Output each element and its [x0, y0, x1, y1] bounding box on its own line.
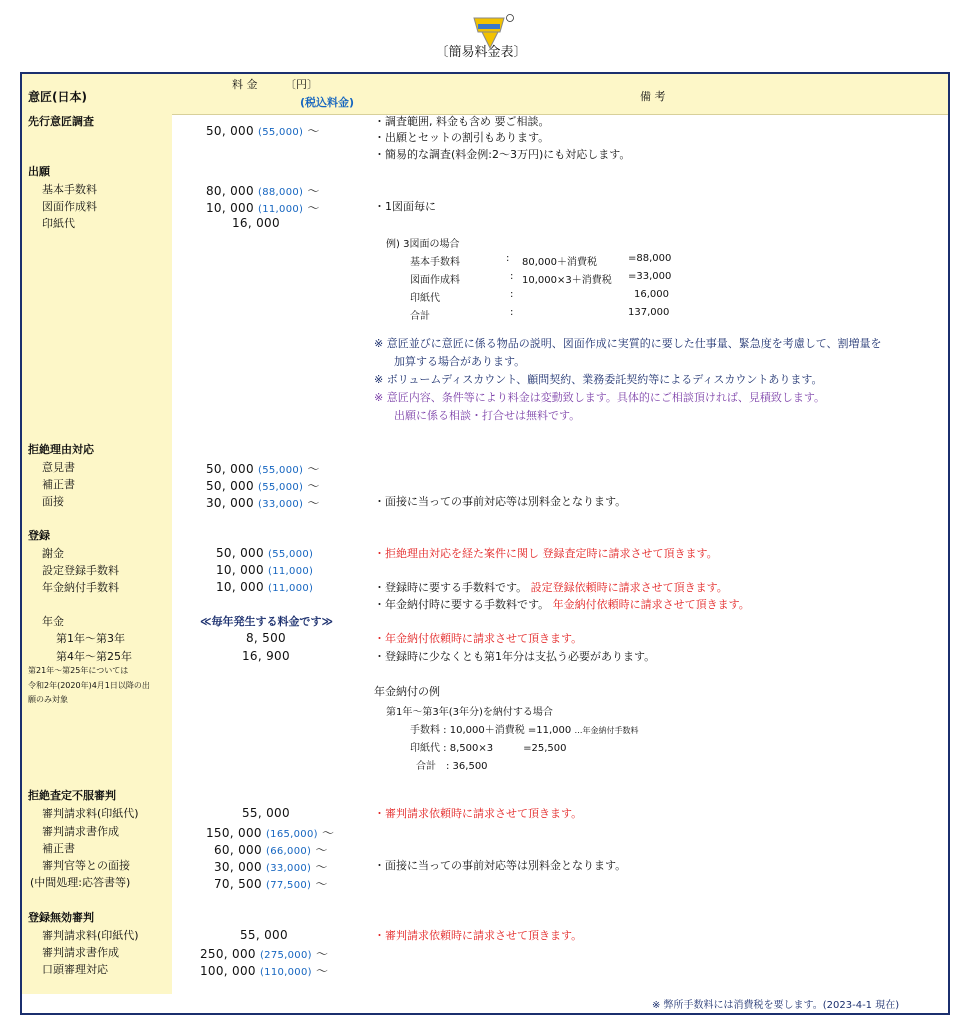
example-subheading: 第1年〜第3年(3年分)を納付する場合 [386, 707, 553, 718]
example-row: 印紙代 : 8,500×3 =25,500 [410, 743, 567, 754]
section-title: 出願 [28, 165, 50, 178]
example-row: 合計 : 36,500 [416, 761, 488, 772]
remark-alert: ・拒絶理由対応を経た案件に関し 登録査定時に請求させて頂きます。 [374, 547, 718, 560]
example-colon: : [510, 271, 514, 282]
example-value: 16,000 [634, 289, 669, 300]
remark-line: ・年金納付時に要する手数料です。 年金納付依頼時に請求させて頂きます。 [374, 598, 750, 611]
remark-line: ・面接に当っての事前対応等は別料金となります。 [374, 859, 627, 872]
item-label: 印紙代 [42, 217, 75, 230]
item-label: 年金 [42, 615, 64, 628]
section-title: 拒絶理由対応 [28, 443, 94, 456]
remark-discount: ※ ボリュームディスカウント、顧問契約、業務委託契約等によるディスカウントあります。 [374, 373, 823, 386]
example-label: 合計 [410, 311, 430, 322]
price: 10, 000 (11,000) [216, 580, 314, 594]
example-row: 手数料 : 10,000＋消費税 =11,000 …年金納付手数料 [410, 725, 639, 736]
remark-surcharge-cont: 加算する場合があります。 [394, 355, 526, 368]
item-label: 審判請求書作成 [42, 825, 119, 838]
price: 70, 500 (77,500) 〜 [214, 877, 328, 891]
example-colon: : [506, 253, 510, 264]
price: 50, 000 (55,000) 〜 [206, 479, 320, 493]
price: 50, 000 (55,000) [216, 546, 314, 560]
price: 100, 000 (110,000) 〜 [200, 964, 329, 978]
example-formula: 10,000×3＋消費税 [522, 275, 612, 286]
remark-line: ・登録時に要する手数料です。 設定登録依頼時に請求させて頂きます。 [374, 581, 728, 594]
remark-variable: ※ 意匠内容、条件等により料金は変動致します。具体的にご相談頂ければ、見積致します。 [374, 391, 825, 404]
item-label: 意見書 [42, 461, 75, 474]
footer-note: ※ 弊所手数料には消費税を要します。(2023-4-1 現在) [652, 1000, 900, 1011]
remark-line: ・1図面毎に [374, 200, 436, 213]
price: 80, 000 (88,000) 〜 [206, 184, 320, 198]
item-label: (中間処理:応答書等) [30, 876, 131, 889]
remark-surcharge: ※ 意匠並びに意匠に係る物品の説明、図面作成に実質的に要した仕事量、緊急度を考慮して、割増量を [374, 337, 882, 350]
section-title: 先行意匠調査 [28, 115, 94, 128]
fine-print: 第21年〜第25年については [28, 666, 129, 675]
price: 55, 000 [240, 928, 288, 942]
price: 50, 000 (55,000) 〜 [206, 462, 320, 476]
page-title: 〔簡易料金表〕 [435, 45, 527, 60]
item-label: 謝金 [42, 547, 64, 560]
header-tax-included: (税込料金) [300, 96, 355, 109]
section-title: 拒絶査定不服審判 [28, 789, 116, 802]
item-label: 面接 [42, 495, 64, 508]
example-value: 137,000 [628, 307, 670, 318]
item-label: 設定登録手数料 [42, 564, 119, 577]
remark-alert: ・年金納付依頼時に請求させて頂きます。 [374, 632, 583, 645]
remark-line: ・調査範囲, 料金も含め 要ご相談。 [374, 115, 550, 128]
table-header [22, 74, 948, 115]
item-label: 第1年〜第3年 [56, 632, 125, 645]
price: 30, 000 (33,000) 〜 [206, 496, 320, 510]
remark-line: ・登録時に少なくとも第1年分は支払う必要があります。 [374, 650, 656, 663]
item-label: 基本手数料 [42, 183, 97, 196]
price: 250, 000 (275,000) 〜 [200, 947, 329, 961]
remark-line: ・出願とセットの割引もあります。 [374, 131, 550, 144]
section-title: 登録無効審判 [28, 911, 94, 924]
item-label: 年金納付手数料 [42, 581, 119, 594]
remark-line: ・簡易的な調査(料金例:2〜3万円)にも対応します。 [374, 148, 631, 161]
header-category: 意匠(日本) [28, 90, 87, 104]
example-colon: : [510, 289, 514, 300]
header-remarks: 備 考 [640, 90, 666, 103]
price: 16, 000 [232, 216, 280, 230]
example-heading: 年金納付の例 [374, 685, 440, 698]
price: 10, 000 (11,000) 〜 [206, 201, 320, 215]
price: 55, 000 [242, 806, 290, 820]
price: 8, 500 [246, 631, 286, 645]
section-title: 登録 [28, 529, 50, 542]
example-value: =88,000 [628, 253, 672, 264]
price: 10, 000 (11,000) [216, 563, 314, 577]
price: 60, 000 (66,000) 〜 [214, 843, 328, 857]
price: 30, 000 (33,000) 〜 [214, 860, 328, 874]
item-label: 口頭審理対応 [42, 963, 108, 976]
remark-alert: ・審判請求依頼時に請求させて頂きます。 [374, 807, 583, 820]
fine-print: 願のみ対象 [28, 695, 68, 704]
example-label: 印紙代 [410, 293, 440, 304]
item-label: 補正書 [42, 842, 75, 855]
item-label: 審判官等との面接 [42, 859, 130, 872]
example-label: 基本手数料 [410, 257, 460, 268]
price: 50, 000 (55,000) 〜 [206, 124, 320, 138]
item-label: 図面作成料 [42, 200, 97, 213]
fine-print: 令和2年(2020年)4月1日以降の出 [28, 681, 150, 690]
example-value: =33,000 [628, 271, 672, 282]
example-heading: 例) 3図面の場合 [386, 239, 460, 250]
price: 150, 000 (165,000) 〜 [206, 826, 335, 840]
item-label: 審判請求料(印紙代) [42, 929, 139, 942]
price: 16, 900 [242, 649, 290, 663]
item-label: 補正書 [42, 478, 75, 491]
remark-alert: ・審判請求依頼時に請求させて頂きます。 [374, 929, 583, 942]
item-label: 第4年〜第25年 [56, 650, 132, 663]
header-price: 料 金 〔円〕 [232, 78, 318, 91]
example-label: 図面作成料 [410, 275, 460, 286]
annuity-banner: ≪毎年発生する料金です≫ [200, 615, 334, 628]
item-label: 審判請求料(印紙代) [42, 807, 139, 820]
remark-free-consult: 出願に係る相談・打合せは無料です。 [394, 409, 581, 422]
remark-line: ・面接に当っての事前対応等は別料金となります。 [374, 495, 627, 508]
example-formula: 80,000＋消費税 [522, 257, 597, 268]
item-label: 審判請求書作成 [42, 946, 119, 959]
example-colon: : [510, 307, 514, 318]
